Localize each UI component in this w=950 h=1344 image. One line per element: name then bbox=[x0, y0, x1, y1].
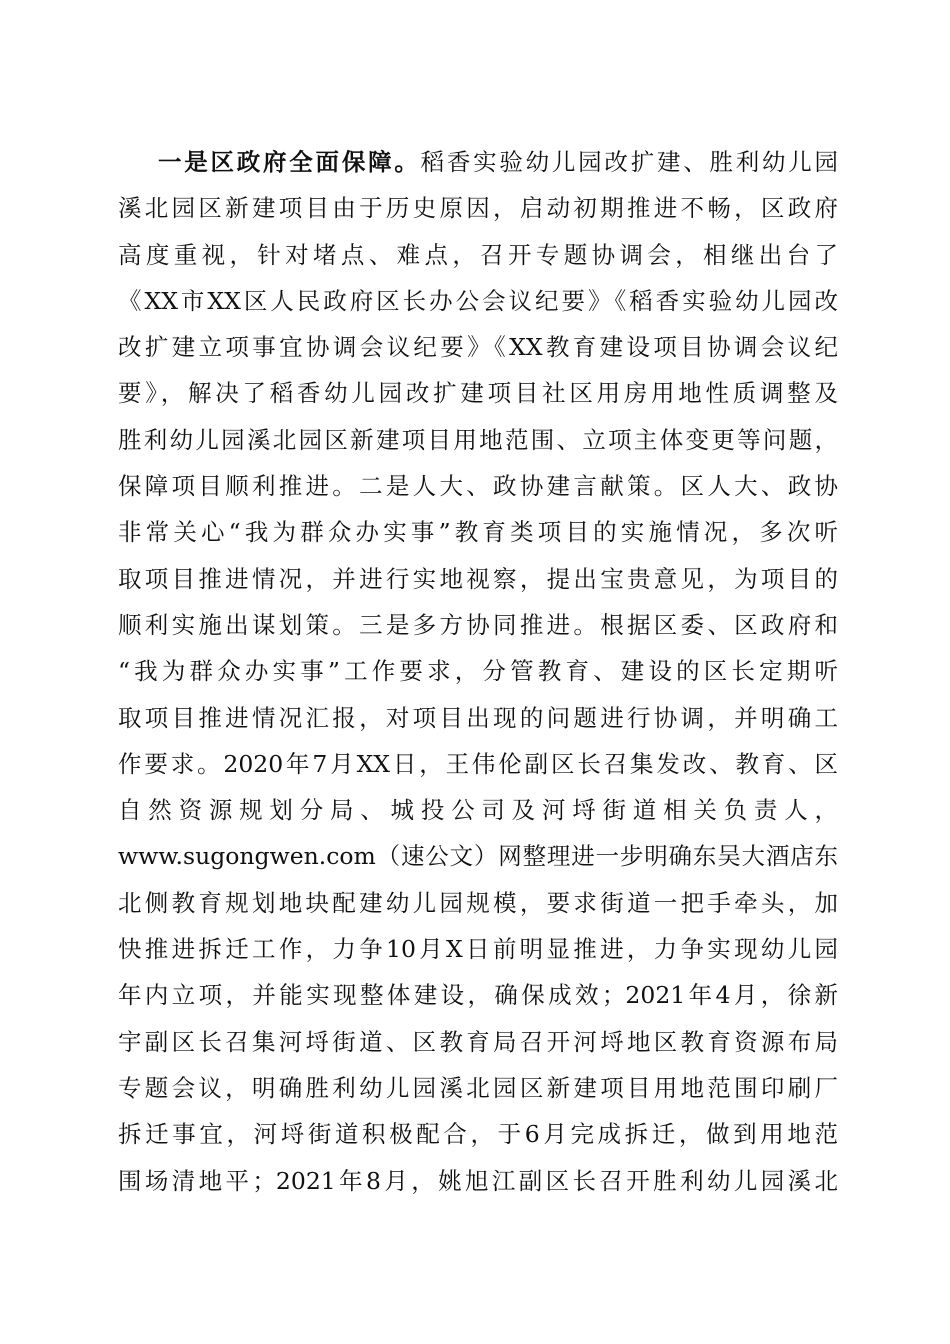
text-line-10: 取项目推进情况，并进行实地视察，提出宝贵意见，为项目的 bbox=[118, 564, 838, 593]
text-line-4: 《XX市XX区人民政府区长办公会议纪要》《稻香实验幼儿园改 bbox=[118, 286, 838, 315]
text-line-7: 胜利幼儿园溪北园区新建项目用地范围、立项主体变更等问题， bbox=[118, 425, 838, 454]
text-line-11: 顺利实施出谋划策。三是多方协同推进。根据区委、区政府和 bbox=[118, 610, 838, 639]
text-line-15: 自然资源规划分局、城投公司及河埒街道相关负责人， bbox=[118, 796, 838, 825]
text-line-1-body: 稻香实验幼儿园改扩建、胜利幼儿园 bbox=[420, 148, 838, 176]
text-line-9: 非常关心“我为群众办实事”教育类项目的实施情况，多次听 bbox=[118, 518, 838, 547]
text-line-3: 高度重视，针对堵点、难点，召开专题协调会，相继出台了 bbox=[118, 240, 838, 269]
text-line-22: 拆迁事宜，河埒街道积极配合，于6月完成拆迁，做到用地范 bbox=[118, 1120, 838, 1149]
text-line-1 bbox=[118, 139, 838, 185]
text-line-6: 要》，解决了稻香幼儿园改扩建项目社区用房用地性质调整及 bbox=[118, 379, 838, 408]
body-paragraph bbox=[118, 139, 838, 1204]
text-line-17: 北侧教育规划地块配建幼儿园规模，要求街道一把手牵头，加 bbox=[118, 888, 838, 917]
text-line-18: 快推进拆迁工作，力争10月X日前明显推进，力争实现幼儿园 bbox=[118, 935, 838, 964]
text-line-2: 溪北园区新建项目由于历史原因，启动初期推进不畅，区政府 bbox=[118, 194, 838, 223]
text-line-8: 保障项目顺利推进。二是人大、政协建言献策。区人大、政协 bbox=[118, 472, 838, 501]
text-line-23: 围场清地平；2021年8月，姚旭江副区长召开胜利幼儿园溪北 bbox=[118, 1166, 838, 1195]
text-line-19: 年内立项，并能实现整体建设，确保成效；2021年4月，徐新 bbox=[118, 981, 838, 1010]
text-line-12: “我为群众办实事”工作要求，分管教育、建设的区长定期听 bbox=[118, 657, 838, 686]
text-line-14: 作要求。2020年7月XX日，王伟伦副区长召集发改、教育、区 bbox=[118, 749, 838, 778]
text-line-13: 取项目推进情况汇报，对项目出现的问题进行协调，并明确工 bbox=[118, 703, 838, 732]
text-line-20: 宇副区长召集河埒街道、区教育局召开河埒地区教育资源布局 bbox=[118, 1027, 838, 1056]
text-line-16: www.sugongwen.com（速公文）网整理进一步明确东吴大酒店东 bbox=[118, 842, 838, 871]
text-line-21: 专题会议，明确胜利幼儿园溪北园区新建项目用地范围印刷厂 bbox=[118, 1073, 838, 1102]
section-heading-inline: 一是区政府全面保障。 bbox=[158, 148, 421, 176]
text-line-5: 改扩建立项事宜协调会议纪要》《XX教育建设项目协调会议纪 bbox=[118, 333, 838, 362]
